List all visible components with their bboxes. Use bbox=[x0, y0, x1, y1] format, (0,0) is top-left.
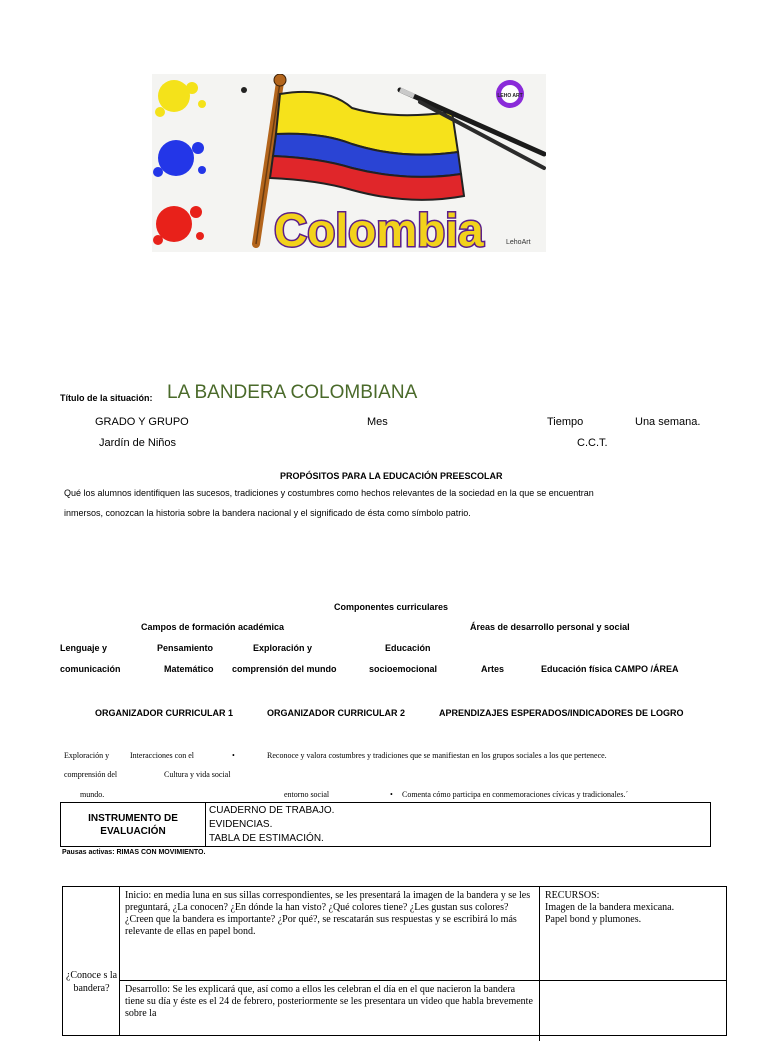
campo-educacion-fisica: Educación física CAMPO /ÁREA bbox=[541, 664, 679, 674]
question-cell bbox=[63, 887, 120, 1035]
campo-lenguaje-1: Lenguaje y bbox=[60, 643, 108, 653]
paint-splash-blue bbox=[153, 140, 206, 177]
hero-image bbox=[152, 74, 546, 252]
areas-heading: Áreas de desarrollo personal y social bbox=[470, 622, 630, 632]
inicio-text: Inicio: en media luna en sus sillas correspondientes, se les presentará la imagen de la bandera y se les preguntará, ¿La conocen? ¿En dónde la han visto? ¿Qué colores tiene? ¿Les gustan sus colores? ¿Creen que la bandera es importante? ¿Por qué?, se rescatarán sus respuestas y se escribirá lo más relevante de ellas en papel bond. bbox=[125, 890, 531, 937]
campo-pensamiento-2: Matemático bbox=[164, 664, 214, 674]
paint-splash-yellow bbox=[155, 80, 206, 117]
hero-title-word: Colombia bbox=[274, 204, 484, 252]
jardin-label: Jardín de Niños bbox=[99, 437, 177, 449]
componentes-heading: Componentes curriculares bbox=[334, 602, 449, 612]
evaluation-item: CUADERNO DE TRABAJO. bbox=[209, 805, 335, 816]
evaluation-label-line-2: EVALUACIÓN bbox=[100, 825, 166, 837]
org2-line-3: entorno social bbox=[284, 790, 330, 799]
evaluation-items bbox=[209, 804, 334, 846]
organizador-2-heading: ORGANIZADOR CURRICULAR 2 bbox=[267, 708, 405, 718]
campo-exploracion-1: Exploración y bbox=[253, 643, 313, 653]
campo-pensamiento-1: Pensamiento bbox=[157, 643, 214, 653]
empty-cell bbox=[540, 981, 726, 1041]
org1-line-3: mundo. bbox=[80, 790, 105, 799]
evaluation-item: EVIDENCIAS. bbox=[209, 819, 273, 830]
question-text: ¿Conoce s la bandera? bbox=[65, 970, 118, 994]
org2-line-2: Cultura y vida social bbox=[164, 770, 231, 779]
tiempo-label: Tiempo bbox=[547, 416, 584, 428]
campos-heading: Campos de formación académica bbox=[141, 622, 285, 632]
evaluation-table bbox=[60, 802, 711, 847]
desarrollo-cell bbox=[120, 981, 540, 1041]
aprendizaje-2: Comenta cómo participa en conmemoraciones cívicas y tradicionales.´ bbox=[402, 790, 629, 799]
recursos-cell bbox=[540, 887, 726, 981]
title-label: Título de la situación: bbox=[60, 393, 153, 403]
org2-line-1: Interacciones con el bbox=[130, 751, 194, 760]
tiempo-value: Una semana. bbox=[635, 416, 701, 428]
aprendizajes-heading: APRENDIZAJES ESPERADOS/INDICADORES DE LOGRO bbox=[439, 708, 684, 718]
recurso-item: Papel bond y plumones. bbox=[545, 914, 642, 925]
organizador-1-heading: ORGANIZADOR CURRICULAR 1 bbox=[95, 708, 233, 718]
desarrollo-text: Desarrollo: Se les explicará que, así como a ellos les celebran el día en el que nacieron la bandera tiene su día y éste es el 24 de febrero, posteriormente se les presentara un video que habla brevemente sobre la bbox=[125, 984, 533, 1019]
inicio-cell bbox=[120, 887, 540, 981]
recurso-item: Imagen de la bandera mexicana. bbox=[545, 902, 675, 913]
aprendizaje-1: Reconoce y valora costumbres y tradiciones que se manifiestan en los grupos sociales a los que pertenece. bbox=[267, 751, 607, 760]
evaluation-label-line-1: INSTRUMENTO DE bbox=[88, 812, 178, 824]
bullet-1: • bbox=[232, 751, 235, 760]
grado-label: GRADO Y GRUPO bbox=[95, 416, 189, 428]
evaluation-item: TABLA DE ESTIMACIÓN. bbox=[209, 833, 324, 844]
propositos-line-2: inmersos, conozcan la historia sobre la bandera nacional y el significado de ésta como símbolo patrio. bbox=[64, 508, 471, 518]
campo-lenguaje-2: comunicación bbox=[60, 664, 121, 674]
bullet-2: • bbox=[390, 790, 393, 799]
org1-line-1: Exploración y bbox=[64, 751, 110, 760]
campo-educacion-1: Educación bbox=[385, 643, 431, 653]
pausas-activas: Pausas activas: RIMAS CON MOVIMIENTO. bbox=[62, 849, 206, 856]
signature: LehoArt bbox=[506, 239, 531, 246]
campo-artes: Artes bbox=[481, 664, 505, 674]
recursos-title: RECURSOS: bbox=[545, 890, 600, 901]
campo-exploracion-2: comprensión del mundo bbox=[232, 664, 337, 674]
org1-line-2: comprensión del bbox=[64, 770, 118, 779]
cct-label: C.C.T. bbox=[577, 437, 608, 449]
activity-table bbox=[62, 886, 727, 1036]
mes-label: Mes bbox=[367, 416, 388, 428]
propositos-line-1: Qué los alumnos identifiquen las sucesos, tradiciones y costumbres como hechos relevantes de la sociedad en la que se encuentran bbox=[64, 488, 594, 498]
colombia-flag-drawing bbox=[152, 74, 546, 252]
campo-educacion-2: socioemocional bbox=[369, 664, 438, 674]
page-title: LA BANDERA COLOMBIANA bbox=[167, 382, 418, 403]
badge-text: LEHO ART bbox=[497, 93, 523, 99]
evaluation-label-cell bbox=[61, 803, 206, 846]
paint-splash-red bbox=[153, 206, 204, 245]
propositos-heading: PROPÓSITOS PARA LA EDUCACIÓN PREESCOLAR bbox=[280, 471, 503, 481]
